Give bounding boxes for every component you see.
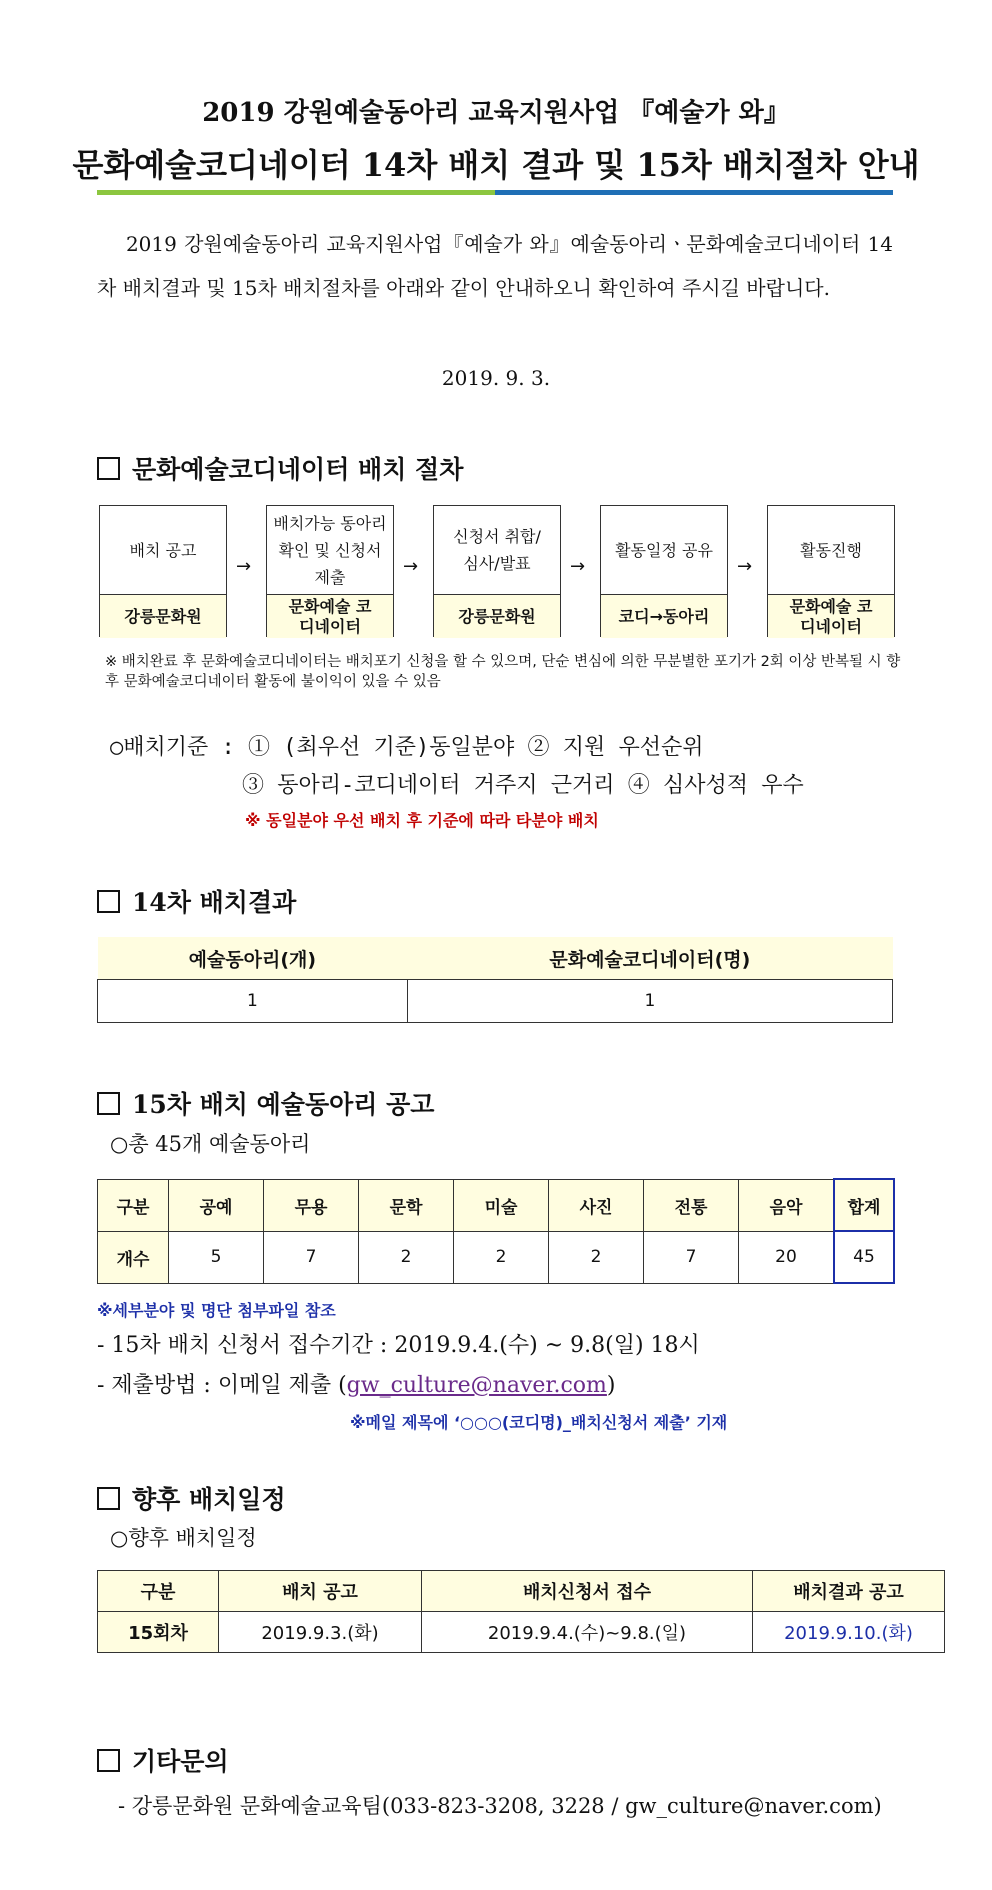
doc-subtitle: 2019 강원예술동아리 교육지원사업 『예술가 와』 (202, 98, 790, 128)
flow-step-owner: 강릉문화원 (434, 594, 560, 638)
contact-info: - 강릉문화원 문화예술교육팀(033-823-3208, 3228 / gw_culture@naver.com) (118, 1794, 882, 1818)
flow-step-label: 활동일정 공유 (615, 540, 713, 560)
table-header-cell: 배치결과 공고 (753, 1571, 945, 1612)
result-table (97, 937, 893, 1023)
flow-step-owner: 강릉문화원 (100, 594, 226, 638)
table-cell: 2 (549, 1231, 644, 1283)
submission-method (97, 1368, 616, 1399)
table-cell: 5 (169, 1231, 264, 1283)
table-cell: 15회차 (98, 1612, 219, 1653)
table-header-cell: 구분 (98, 1179, 169, 1231)
table-header-cell: 배치신청서 접수 (422, 1571, 753, 1612)
table-header-cell: 문화예술코디네이터(명) (407, 937, 892, 980)
table-cell: 1 (407, 980, 892, 1023)
flow-arrow: → (236, 556, 252, 577)
flow-arrow: → (403, 556, 419, 577)
flow-arrow: → (737, 556, 753, 577)
criteria-note: ※ 동일분야 우선 배치 후 기준에 따라 타분야 배치 (245, 811, 599, 830)
table-row (98, 1231, 895, 1283)
table-cell: 개수 (98, 1231, 169, 1283)
section-heading-result (97, 883, 296, 919)
flow-step-2 (266, 505, 394, 637)
clubs-total: ○총 45개 예술동아리 (110, 1132, 311, 1156)
table-header-cell: 무용 (264, 1179, 359, 1231)
section-heading-text: 향후 배치일정 (132, 1485, 286, 1514)
table-header-cell: 구분 (98, 1571, 219, 1612)
section-heading-text: 문화예술코디네이터 배치 절차 (132, 455, 464, 484)
flow-step-4 (600, 505, 728, 637)
flow-step-label: 신청서 취합/심사/발표 (453, 527, 541, 573)
checkbox-square-icon (97, 1487, 120, 1510)
table-cell: 7 (264, 1231, 359, 1283)
method-label: - 제출방법 : 이메일 제출 ( (97, 1373, 347, 1398)
table-header-cell: 사진 (549, 1179, 644, 1231)
table-header-cell: 문학 (359, 1179, 454, 1231)
section-heading-procedure (97, 450, 463, 486)
procedure-note: ※ 배치완료 후 문화예술코디네이터는 배치포기 신청을 할 수 있으며, 단순 변심에 의한 무분별한 포기가 2회 이상 반복될 시 향후 문화예술코디네이터 활동에 불이익이 있을 수 있음 (105, 654, 901, 690)
doc-date: 2019. 9. 3. (441, 366, 551, 390)
flow-step-5 (767, 505, 895, 637)
flow-step-label: 배치 공고 (129, 540, 197, 560)
checkbox-square-icon (97, 890, 120, 913)
section-heading-text: 15차 배치 예술동아리 공고 (132, 1090, 435, 1119)
table-header-row (98, 1179, 895, 1231)
flow-step-3 (433, 505, 561, 637)
table-row (98, 980, 893, 1023)
table-cell: 2 (454, 1231, 549, 1283)
flow-step-owner: 코디→동아리 (601, 594, 727, 638)
table-cell: 20 (739, 1231, 835, 1283)
method-end: ) (606, 1373, 616, 1398)
table-header-cell: 예술동아리(개) (98, 937, 408, 980)
table-header-row (98, 1571, 945, 1612)
section-heading-text: 14차 배치결과 (132, 888, 297, 917)
section-heading-schedule (97, 1480, 286, 1516)
table-header-cell: 배치 공고 (219, 1571, 422, 1612)
table-header-row (98, 937, 893, 980)
table-cell: 2 (359, 1231, 454, 1283)
table-header-cell: 음악 (739, 1179, 835, 1231)
schedule-table (97, 1570, 945, 1653)
table-cell: 2019.9.4.(수)~9.8.(일) (422, 1612, 753, 1653)
table-header-cell: 공예 (169, 1179, 264, 1231)
section-heading-contact (97, 1742, 229, 1778)
table-row (98, 1612, 945, 1653)
table-cell: 2019.9.3.(화) (219, 1612, 422, 1653)
schedule-subheading: ○향후 배치일정 (110, 1526, 257, 1550)
criteria-line-1: ○배치기준 : ① (최우선 기준)동일분야 ② 지원 우선순위 (110, 735, 704, 760)
section-heading-text: 기타문의 (132, 1747, 229, 1776)
flow-step-owner: 문화예술 코디네이터 (267, 594, 393, 638)
doc-title: 문화예술코디네이터 14차 배치 결과 및 15차 배치절차 안내 (72, 146, 920, 184)
clubs-table (97, 1178, 895, 1284)
table-cell: 1 (98, 980, 408, 1023)
mail-subject-note: ※메일 제목에 ‘○○○(코디명)_배치신청서 제출’ 기재 (350, 1413, 728, 1432)
table-cell: 7 (644, 1231, 739, 1283)
flow-step-1 (99, 505, 227, 637)
flow-step-label: 활동진행 (800, 540, 862, 560)
section-heading-clubs (97, 1085, 434, 1121)
table-cell-total: 45 (834, 1231, 894, 1283)
checkbox-square-icon (97, 1092, 120, 1115)
period-label: - 15차 배치 신청서 접수기간 : (97, 1333, 395, 1358)
email-link[interactable]: gw_culture@naver.com (346, 1373, 607, 1398)
flow-step-label: 배치가능 동아리 확인 및 신청서 제출 (273, 513, 387, 587)
checkbox-square-icon (97, 1749, 120, 1772)
intro-paragraph (97, 222, 893, 310)
criteria-line-2: ③ 동아리-코디네이터 거주지 근거리 ④ 심사성적 우수 (242, 773, 804, 798)
detail-reference-note: ※세부분야 및 명단 첨부파일 참조 (97, 1301, 336, 1320)
title-underline (97, 190, 893, 195)
table-cell: 2019.9.10.(화) (753, 1612, 945, 1653)
intro-text: 2019 강원예술동아리 교육지원사업『예술가 와』예술동아리ㆍ문화예술코디네이터 14차 배치결과 및 15차 배치절차를 아래와 같이 안내하오니 확인하여 주시길 바랍니다. (97, 232, 893, 300)
flow-step-owner: 문화예술 코디네이터 (768, 594, 894, 638)
table-header-cell: 전통 (644, 1179, 739, 1231)
checkbox-square-icon (97, 457, 120, 480)
flow-arrow: → (570, 556, 586, 577)
table-header-cell-total: 합계 (834, 1179, 894, 1231)
table-header-cell: 미술 (454, 1179, 549, 1231)
period-value: 2019.9.4.(수) ~ 9.8(일) 18시 (394, 1333, 700, 1358)
application-period (97, 1328, 700, 1359)
